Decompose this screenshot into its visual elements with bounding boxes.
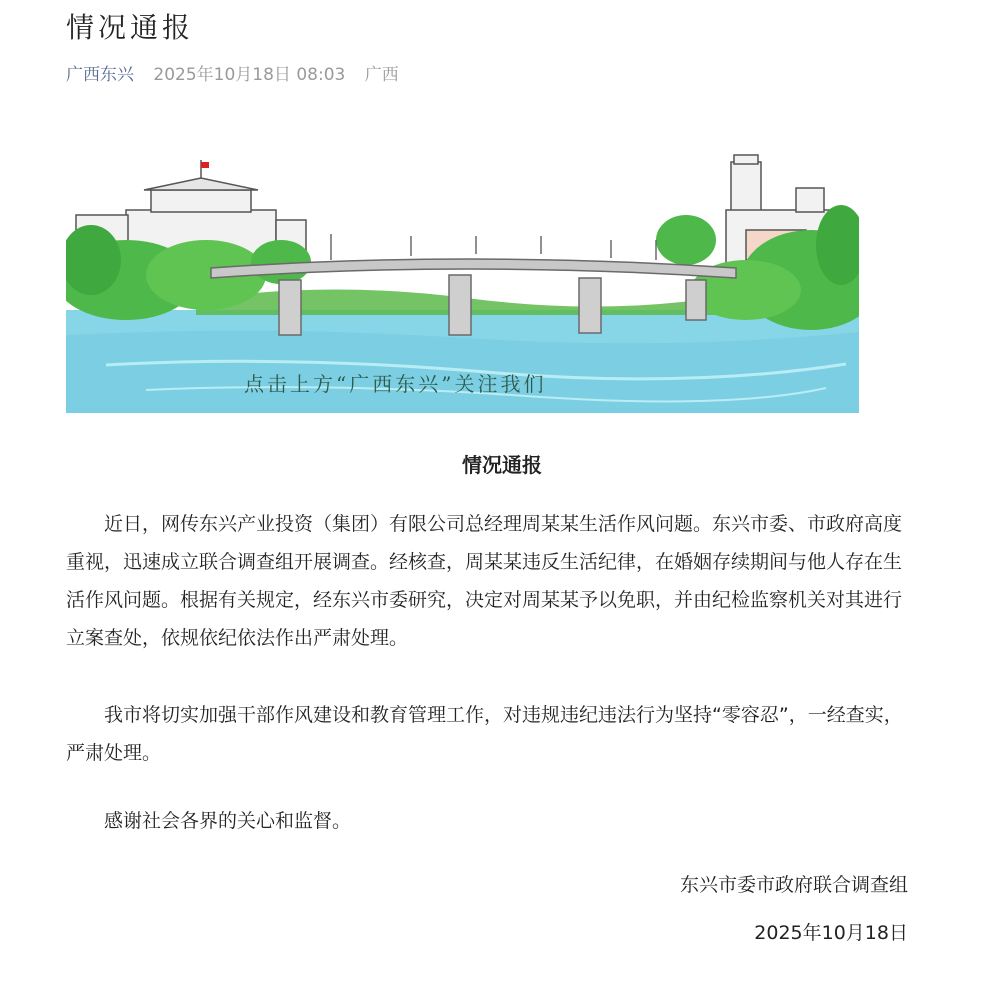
banner-caption: 点击上方“广西东兴”关注我们 bbox=[244, 372, 547, 396]
article-title: 情况通报 bbox=[462, 453, 542, 477]
publish-location: 广西 bbox=[364, 65, 399, 85]
page-title: 情况通报 bbox=[66, 11, 195, 44]
signature: 东兴市委市政府联合调查组 bbox=[679, 874, 908, 896]
paragraph-1: 近日，网传东兴产业投资（集团）有限公司总经理周某某生活作风问题。东兴市委、市政府高度重视，迅速成立联合调查组开展调查。经核查，周某某违反生活纪律，在婚姻存续期间与他人存在生活作风问题。根据有关规定，经东兴市委研究，决定对周某某予以免职，并由纪检监察机关对其进行立案查处，依规依纪依法作出严肃处理。 bbox=[66, 513, 903, 649]
signature-date: 2025年10月18日 bbox=[754, 922, 908, 944]
paragraph-2: 我市将切实加强干部作风建设和教育管理工作，对违规违纪违法行为坚持“零容忍”，一经查实，严肃处理。 bbox=[66, 704, 903, 764]
account-name-link[interactable]: 广西东兴 bbox=[66, 65, 134, 85]
publish-time: 2025年10月18日 08:03 bbox=[153, 65, 346, 85]
article-meta bbox=[66, 60, 399, 85]
follow-banner-image[interactable] bbox=[66, 150, 859, 413]
paragraph-3: 感谢社会各界的关心和监督。 bbox=[104, 810, 352, 832]
